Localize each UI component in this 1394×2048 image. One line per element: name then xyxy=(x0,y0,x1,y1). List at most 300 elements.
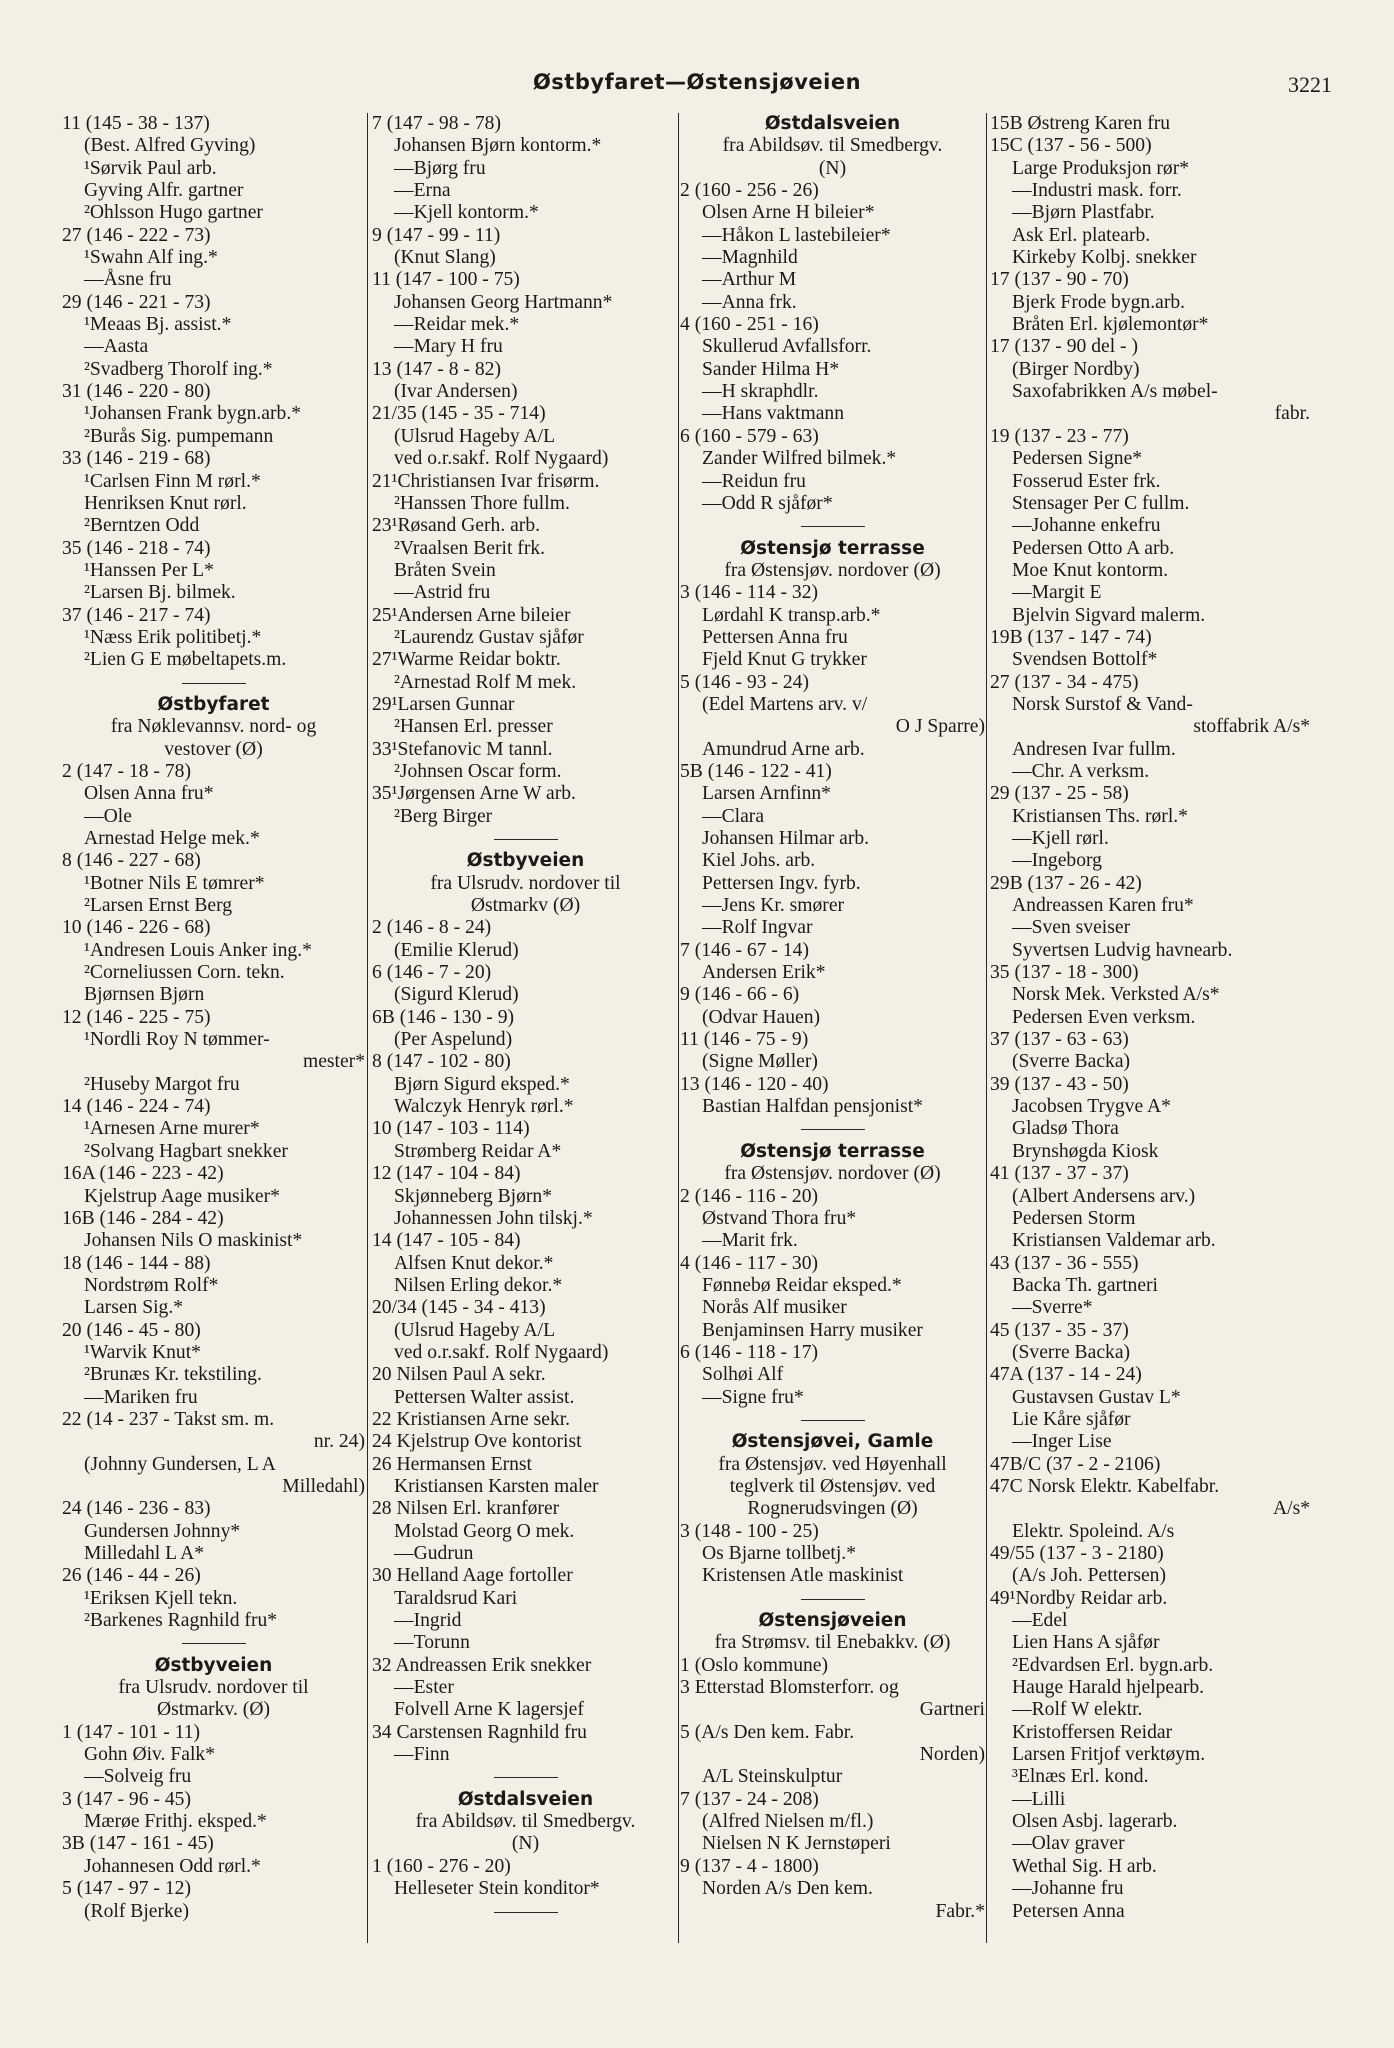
directory-line: 5 (147 - 97 - 12) xyxy=(62,1878,191,1900)
directory-line: Johannesen Odd rørl.* xyxy=(84,1855,261,1877)
directory-line: 3 Etterstad Blomsterforr. og xyxy=(680,1677,899,1699)
directory-line: (Per Aspelund) xyxy=(394,1029,513,1051)
directory-line: Bjørn Sigurd eksped.* xyxy=(394,1073,570,1095)
directory-line: Gyving Alfr. gartner xyxy=(84,180,244,202)
directory-line: O J Sparre) xyxy=(895,716,985,738)
directory-line: 47A (137 - 14 - 24) xyxy=(990,1364,1142,1386)
directory-line: —Industri mask. forr. xyxy=(1012,180,1182,202)
section-rule xyxy=(62,672,365,694)
directory-line: (Sverre Backa) xyxy=(1012,1341,1131,1363)
directory-line: 7 (147 - 98 - 78) xyxy=(372,113,501,134)
directory-line: Strømberg Reidar A* xyxy=(394,1140,562,1162)
directory-line: —Erna xyxy=(394,180,451,202)
directory-line: Molstad Georg O mek. xyxy=(394,1520,575,1542)
directory-line: fra Nøklevannsv. nord- og xyxy=(110,716,317,738)
directory-line: 9 (137 - 4 - 1800) xyxy=(680,1855,819,1877)
directory-line: Fjeld Knut G trykker xyxy=(702,649,867,671)
directory-line: (Ulsrud Hageby A/L xyxy=(394,1319,556,1341)
directory-line: 29¹Larsen Gunnar xyxy=(372,693,515,715)
street-heading: Østdalsveien xyxy=(764,113,901,134)
directory-line: ²Edvardsen Erl. bygn.arb. xyxy=(1012,1654,1214,1676)
directory-line: ²Burås Sig. pumpemann xyxy=(84,425,274,447)
directory-line: 8 (147 - 102 - 80) xyxy=(372,1051,511,1073)
directory-line: —Åsne fru xyxy=(84,269,172,291)
directory-line: —Finn xyxy=(394,1744,450,1766)
directory-line: 11 (145 - 38 - 137) xyxy=(62,113,210,134)
directory-line: Kristiansen Valdemar arb. xyxy=(1012,1230,1216,1252)
directory-line: fra Abildsøv. til Smedbergv. xyxy=(415,1811,636,1833)
directory-line: (Birger Nordby) xyxy=(1012,358,1140,380)
directory-line: —Chr. A verksm. xyxy=(1012,760,1150,782)
directory-line: 19 (137 - 23 - 77) xyxy=(990,425,1129,447)
directory-line: Johansen Georg Hartmann* xyxy=(394,291,613,313)
directory-line: 43 (137 - 36 - 555) xyxy=(990,1252,1139,1274)
directory-line: Hauge Harald hjelpearb. xyxy=(1012,1677,1205,1699)
directory-line: —Johanne enkefru xyxy=(1012,515,1161,537)
directory-line: ¹Botner Nils E tømrer* xyxy=(84,872,265,894)
directory-line: 24 Kjelstrup Ove kontorist xyxy=(372,1431,582,1453)
directory-line: Nilsen Erling dekor.* xyxy=(394,1274,563,1296)
street-heading: Østbyfaret xyxy=(157,693,270,715)
directory-line: Solhøi Alf xyxy=(702,1364,784,1386)
directory-line: Bråten Svein xyxy=(394,559,496,581)
directory-line: 6 (146 - 118 - 17) xyxy=(680,1341,819,1363)
directory-line: Larsen Sig.* xyxy=(84,1297,184,1319)
directory-line: (Edel Martens arv. v/ xyxy=(702,693,868,715)
directory-line: —Kjell kontorm.* xyxy=(394,202,539,224)
directory-line: 41 (137 - 37 - 37) xyxy=(990,1163,1129,1185)
directory-line: ²Barkenes Ragnhild fru* xyxy=(84,1610,278,1632)
directory-line: Skullerud Avfallsforr. xyxy=(702,336,872,358)
directory-line: Helleseter Stein konditor* xyxy=(394,1878,600,1900)
directory-line: 37 (137 - 63 - 63) xyxy=(990,1029,1129,1051)
directory-line: 37 (146 - 217 - 74) xyxy=(62,604,211,626)
directory-line: vestover (Ø) xyxy=(164,738,263,760)
street-heading: Østensjøveien xyxy=(758,1610,907,1632)
directory-line: Arnestad Helge mek.* xyxy=(84,828,260,849)
directory-line: 6 (160 - 579 - 63) xyxy=(680,425,819,447)
directory-line: —Signe fru* xyxy=(702,1386,804,1408)
directory-line: Gundersen Johnny* xyxy=(84,1520,241,1542)
directory-line: Østmarkv (Ø) xyxy=(470,895,581,917)
directory-line: Johansen Nils O maskinist* xyxy=(84,1230,303,1252)
directory-line: 13 (146 - 120 - 40) xyxy=(680,1073,829,1095)
directory-line: 8 (146 - 227 - 68) xyxy=(62,850,201,872)
directory-line: —Ole xyxy=(84,805,132,827)
directory-line: fra Østensjøv. nordover (Ø) xyxy=(724,1163,941,1185)
directory-line: 12 (146 - 225 - 75) xyxy=(62,1006,211,1028)
directory-line: mester* xyxy=(302,1051,365,1073)
directory-line: 5 (146 - 93 - 24) xyxy=(680,671,809,693)
directory-line: 26 (146 - 44 - 26) xyxy=(62,1565,201,1587)
directory-line: 19B (137 - 147 - 74) xyxy=(990,626,1152,648)
directory-line: Andresen Ivar fullm. xyxy=(1012,738,1176,760)
directory-line: (Ulsrud Hageby A/L xyxy=(394,425,556,447)
directory-line: Johansen Bjørn kontorm.* xyxy=(394,135,602,157)
directory-line: 20 (146 - 45 - 80) xyxy=(62,1319,201,1341)
directory-line: 2 (160 - 256 - 26) xyxy=(680,180,819,202)
directory-line: 23¹Røsand Gerh. arb. xyxy=(372,515,541,537)
directory-line: 39 (137 - 43 - 50) xyxy=(990,1073,1129,1095)
directory-line: nr. 24) xyxy=(313,1431,365,1453)
directory-line: Olsen Asbj. lagerarb. xyxy=(1012,1811,1178,1833)
directory-line: fra Ulsrudv. nordover til xyxy=(118,1677,309,1699)
directory-line: Gustavsen Gustav L* xyxy=(1012,1386,1181,1408)
directory-line: 9 (147 - 99 - 11) xyxy=(372,224,501,246)
directory-line: —Jens Kr. smører xyxy=(702,895,845,917)
directory-line: ved o.r.sakf. Rolf Nygaard) xyxy=(394,1341,609,1363)
directory-line: Pettersen Ingv. fyrb. xyxy=(702,872,861,894)
directory-line: 47B/C (37 - 2 - 2106) xyxy=(990,1453,1161,1475)
directory-line: 25¹Andersen Arne bileier xyxy=(372,604,571,626)
directory-line: Larsen Fritjof verktøym. xyxy=(1012,1744,1206,1766)
directory-line: ²Johnsen Oscar form. xyxy=(394,760,562,782)
directory-line: (N) xyxy=(818,157,847,179)
street-heading: Østbyveien xyxy=(466,850,585,872)
directory-line: (Sverre Backa) xyxy=(1012,1051,1131,1073)
column-divider xyxy=(367,113,368,1943)
directory-line: Large Produksjon rør* xyxy=(1012,157,1190,179)
directory-line: Østmarkv. (Ø) xyxy=(157,1699,270,1721)
directory-line: —Johanne fru xyxy=(1012,1878,1124,1900)
directory-line: —Kjell rørl. xyxy=(1012,828,1109,849)
directory-line: (Rolf Bjerke) xyxy=(84,1900,190,1922)
directory-line: —Sverre* xyxy=(1012,1297,1093,1319)
directory-line: 14 (147 - 105 - 84) xyxy=(372,1230,521,1252)
section-rule xyxy=(372,1766,679,1788)
column-1 xyxy=(62,113,365,1943)
directory-line: —H skraphdlr. xyxy=(702,381,819,403)
directory-line: 31 (146 - 220 - 80) xyxy=(62,381,211,403)
directory-line: ²Laurendz Gustav sjåfør xyxy=(394,626,584,648)
directory-line: Svendsen Bottolf* xyxy=(1012,649,1158,671)
directory-line: Kjelstrup Aage musiker* xyxy=(84,1185,280,1207)
directory-line: ²Hanssen Thore fullm. xyxy=(394,492,570,514)
directory-line: 21¹Christiansen Ivar frisørm. xyxy=(372,470,600,492)
directory-line: —Torunn xyxy=(394,1632,470,1654)
directory-line: ²Brunæs Kr. tekstiling. xyxy=(84,1364,262,1386)
directory-line: —Solveig fru xyxy=(84,1766,192,1788)
directory-line: —Hans vaktmann xyxy=(702,403,845,425)
section-rule xyxy=(680,1118,985,1140)
directory-line: 18 (146 - 144 - 88) xyxy=(62,1252,211,1274)
directory-line: Henriksen Knut rørl. xyxy=(84,492,247,514)
directory-line: —Magnhild xyxy=(702,247,798,269)
directory-line: 10 (146 - 226 - 68) xyxy=(62,917,211,939)
directory-line: 17 (137 - 90 del - ) xyxy=(990,336,1139,358)
directory-line: 29 (137 - 25 - 58) xyxy=(990,783,1129,805)
directory-line: (Sigurd Klerud) xyxy=(394,984,519,1006)
directory-line: 3 (147 - 96 - 45) xyxy=(62,1788,191,1810)
street-heading: Østdalsveien xyxy=(457,1788,594,1810)
directory-line: Skjønneberg Bjørn* xyxy=(394,1185,553,1207)
directory-line: 6B (146 - 130 - 9) xyxy=(372,1006,515,1028)
page-header xyxy=(0,70,1394,104)
directory-line: 3B (147 - 161 - 45) xyxy=(62,1833,214,1855)
directory-line: Lie Kåre sjåfør xyxy=(1012,1408,1131,1430)
directory-line: ²Huseby Margot fru xyxy=(84,1073,240,1095)
directory-line: ¹Hanssen Per L* xyxy=(84,559,214,581)
column-4 xyxy=(990,113,1310,1943)
directory-line: 47C Norsk Elektr. Kabelfabr. xyxy=(990,1475,1220,1497)
directory-line: 1 (Oslo kommune) xyxy=(680,1654,829,1676)
directory-line: A/L Steinskulptur xyxy=(702,1766,843,1788)
directory-line: Syvertsen Ludvig havnearb. xyxy=(1012,939,1233,961)
directory-line: Pedersen Storm xyxy=(1012,1207,1136,1229)
directory-line: 13 (147 - 8 - 82) xyxy=(372,358,501,380)
directory-line: (Albert Andersens arv.) xyxy=(1012,1185,1196,1207)
directory-line: Bjerk Frode bygn.arb. xyxy=(1012,291,1186,313)
section-rule xyxy=(372,828,679,850)
street-heading: Østensjø terrasse xyxy=(740,1140,925,1162)
directory-line: (Ivar Andersen) xyxy=(394,381,518,403)
directory-line: 1 (160 - 276 - 20) xyxy=(372,1855,511,1877)
directory-line: 29 (146 - 221 - 73) xyxy=(62,291,211,313)
directory-line: 22 (14 - 237 - Takst sm. m. xyxy=(62,1408,275,1430)
directory-line: A/s* xyxy=(1272,1498,1310,1520)
directory-line: ¹Eriksen Kjell tekn. xyxy=(84,1587,238,1609)
directory-line: Olsen Arne H bileier* xyxy=(702,202,875,224)
directory-line: Pedersen Signe* xyxy=(1012,448,1143,470)
section-rule xyxy=(62,1632,365,1654)
directory-line: 15C (137 - 56 - 500) xyxy=(990,135,1152,157)
directory-line: Johannessen John tilskj.* xyxy=(394,1207,593,1229)
directory-line: stoffabrik A/s* xyxy=(1193,716,1310,738)
directory-line: ²Lien G E møbeltapets.m. xyxy=(84,649,287,671)
directory-line: 32 Andreassen Erik snekker xyxy=(372,1654,592,1676)
directory-line: ²Corneliussen Corn. tekn. xyxy=(84,962,285,984)
directory-line: —Marit frk. xyxy=(702,1230,798,1252)
directory-line: Fabr.* xyxy=(935,1900,985,1922)
directory-line: (Best. Alfred Gyving) xyxy=(84,135,256,157)
directory-line: —Sven sveiser xyxy=(1012,917,1131,939)
directory-line: Kristiansen Ths. rørl.* xyxy=(1012,805,1188,827)
directory-line: Wethal Sig. H arb. xyxy=(1012,1855,1157,1877)
directory-line: Brynshøgda Kiosk xyxy=(1012,1140,1159,1162)
directory-line: 7 (137 - 24 - 208) xyxy=(680,1788,819,1810)
directory-line: 30 Helland Aage fortoller xyxy=(372,1565,573,1587)
directory-line: ved o.r.sakf. Rolf Nygaard) xyxy=(394,448,609,470)
directory-line: ²Arnestad Rolf M mek. xyxy=(394,671,577,693)
directory-line: 45 (137 - 35 - 37) xyxy=(990,1319,1129,1341)
directory-line: ¹Sørvik Paul arb. xyxy=(84,157,217,179)
section-rule xyxy=(680,1409,985,1431)
directory-line: 20 Nilsen Paul A sekr. xyxy=(372,1364,546,1386)
directory-line: —Reidar mek.* xyxy=(394,314,520,336)
directory-line: 28 Nilsen Erl. kranfører xyxy=(372,1498,560,1520)
directory-line: 14 (146 - 224 - 74) xyxy=(62,1096,211,1118)
directory-line: 15B Østreng Karen fru xyxy=(990,113,1171,134)
directory-line: fra Ulsrudv. nordover til xyxy=(430,872,621,894)
directory-line: 33 (146 - 219 - 68) xyxy=(62,448,211,470)
directory-line: Kirkeby Kolbj. snekker xyxy=(1012,247,1197,269)
directory-line: fra Østensjøv. nordover (Ø) xyxy=(724,559,941,581)
directory-line: Nielsen N K Jernstøperi xyxy=(702,1833,891,1855)
directory-line: —Aasta xyxy=(84,336,149,358)
directory-line: Gohn Øiv. Falk* xyxy=(84,1744,215,1766)
directory-line: ¹Warvik Knut* xyxy=(84,1341,201,1363)
directory-line: 24 (146 - 236 - 83) xyxy=(62,1498,211,1520)
directory-line: 16B (146 - 284 - 42) xyxy=(62,1207,224,1229)
directory-line: 11 (147 - 100 - 75) xyxy=(372,269,520,291)
section-rule xyxy=(372,1901,679,1923)
directory-line: Stensager Per C fullm. xyxy=(1012,492,1190,514)
directory-line: (N) xyxy=(511,1833,540,1855)
street-heading: Østensjø terrasse xyxy=(740,537,925,559)
directory-line: —Rolf W elektr. xyxy=(1012,1699,1143,1721)
directory-line: 3 (146 - 114 - 32) xyxy=(680,582,819,604)
directory-line: —Odd R sjåfør* xyxy=(702,492,833,514)
directory-line: 2 (147 - 18 - 78) xyxy=(62,760,191,782)
directory-line: ¹Swahn Alf ing.* xyxy=(84,247,218,269)
directory-line: Pedersen Even verksm. xyxy=(1012,1006,1196,1028)
directory-line: (Knut Slang) xyxy=(394,247,496,269)
directory-line: Lørdahl K transp.arb.* xyxy=(702,604,881,626)
directory-line: Kristiansen Karsten maler xyxy=(394,1475,599,1497)
directory-line: Ask Erl. platearb. xyxy=(1012,224,1151,246)
directory-line: ²Berg Birger xyxy=(394,805,493,827)
directory-line: Norås Alf musiker xyxy=(702,1297,847,1319)
directory-line: Pettersen Anna fru xyxy=(702,626,848,648)
column-2 xyxy=(372,113,679,1943)
directory-line: 5 (A/s Den kem. Fabr. xyxy=(680,1721,855,1743)
directory-line: (Signe Møller) xyxy=(702,1051,818,1073)
directory-line: Andersen Erik* xyxy=(702,962,826,984)
directory-line: Benjaminsen Harry musiker xyxy=(702,1319,923,1341)
directory-line: —Mary H fru xyxy=(394,336,503,358)
directory-line: Gartneri xyxy=(919,1699,985,1721)
directory-line: (Emilie Klerud) xyxy=(394,939,519,961)
directory-line: Taraldsrud Kari xyxy=(394,1587,518,1609)
directory-line: —Bjørn Plastfabr. xyxy=(1012,202,1155,224)
directory-line: 27 (146 - 222 - 73) xyxy=(62,224,211,246)
directory-line: Milledahl L A* xyxy=(84,1543,205,1564)
directory-line: Milledahl) xyxy=(282,1475,365,1497)
directory-line: 29B (137 - 26 - 42) xyxy=(990,872,1142,894)
directory-line: Bråten Erl. kjølemontør* xyxy=(1012,314,1209,336)
directory-line: ¹Arnesen Arne murer* xyxy=(84,1118,260,1140)
directory-line: —Olav graver xyxy=(1012,1833,1125,1855)
directory-line: ²Berntzen Odd xyxy=(84,515,200,537)
directory-line: 27 (137 - 34 - 475) xyxy=(990,671,1139,693)
section-rule xyxy=(680,1588,985,1610)
directory-line: 12 (147 - 104 - 84) xyxy=(372,1163,521,1185)
directory-line: —Reidun fru xyxy=(702,470,806,492)
directory-line: Larsen Arnfinn* xyxy=(702,783,831,805)
directory-line: —Bjørg fru xyxy=(394,157,486,179)
directory-line: —Rolf Ingvar xyxy=(702,917,813,939)
directory-line: 1 (147 - 101 - 11) xyxy=(62,1721,201,1743)
directory-line: (Odvar Hauen) xyxy=(702,1006,821,1028)
directory-line: ¹Næss Erik politibetj.* xyxy=(84,626,262,648)
directory-line: Mærøe Frithj. eksped.* xyxy=(84,1811,267,1833)
directory-line: ²Vraalsen Berit frk. xyxy=(394,537,546,559)
directory-line: 10 (147 - 103 - 114) xyxy=(372,1118,530,1140)
directory-line: 9 (146 - 66 - 6) xyxy=(680,984,800,1006)
directory-line: —Ingeborg xyxy=(1012,850,1102,872)
directory-line: Nordstrøm Rolf* xyxy=(84,1274,219,1296)
directory-line: 22 Kristiansen Arne sekr. xyxy=(372,1408,571,1430)
directory-line: Kristensen Atle maskinist xyxy=(702,1565,904,1587)
directory-line: 35¹Jørgensen Arne W arb. xyxy=(372,783,576,805)
directory-line: Bjørnsen Bjørn xyxy=(84,984,205,1006)
directory-line: Rognerudsvingen (Ø) xyxy=(747,1498,918,1520)
directory-line: Moe Knut kontorm. xyxy=(1012,559,1169,581)
directory-line: ²Svadberg Thorolf ing.* xyxy=(84,358,273,380)
directory-line: ²Larsen Ernst Berg xyxy=(84,895,233,917)
directory-line: Petersen Anna xyxy=(1012,1900,1125,1922)
directory-line: Østvand Thora fru* xyxy=(702,1207,857,1229)
directory-line: Norden A/s Den kem. xyxy=(702,1878,873,1900)
directory-line: Saxofabrikken A/s møbel- xyxy=(1012,381,1218,403)
directory-line: 11 (146 - 75 - 9) xyxy=(680,1029,809,1051)
directory-line: fra Abildsøv. til Smedbergv. xyxy=(722,135,943,157)
directory-line: —Inger Lise xyxy=(1012,1431,1112,1453)
directory-line: Bastian Halfdan pensjonist* xyxy=(702,1096,923,1118)
directory-line: Backa Th. gartneri xyxy=(1012,1274,1158,1296)
directory-line: 4 (160 - 251 - 16) xyxy=(680,314,819,336)
directory-line: 2 (146 - 116 - 20) xyxy=(680,1185,819,1207)
directory-line: 27¹Warme Reidar boktr. xyxy=(372,649,561,671)
directory-line: 2 (146 - 8 - 24) xyxy=(372,917,492,939)
directory-line: Pettersen Walter assist. xyxy=(394,1386,575,1408)
directory-line: Sander Hilma H* xyxy=(702,358,840,380)
directory-line: 49/55 (137 - 3 - 2180) xyxy=(990,1543,1164,1564)
directory-line: Amundrud Arne arb. xyxy=(702,738,865,760)
directory-line: —Ingrid xyxy=(394,1610,462,1632)
directory-line: Lien Hans A sjåfør xyxy=(1012,1632,1160,1654)
directory-line: —Anna frk. xyxy=(702,291,797,313)
directory-line: fabr. xyxy=(1274,403,1310,425)
directory-line: Gladsø Thora xyxy=(1012,1118,1119,1140)
directory-line: Alfsen Knut dekor.* xyxy=(394,1252,554,1274)
street-heading: Østensjøvei, Gamle xyxy=(731,1431,934,1453)
directory-line: ¹Nordli Roy N tømmer- xyxy=(84,1029,270,1051)
directory-line: 49¹Nordby Reidar arb. xyxy=(990,1587,1168,1609)
directory-line: —Håkon L lastebileier* xyxy=(702,224,891,246)
directory-line: —Edel xyxy=(1012,1610,1068,1632)
directory-line: 16A (146 - 223 - 42) xyxy=(62,1163,224,1185)
directory-line: ²Hansen Erl. presser xyxy=(394,716,553,738)
directory-line: (Alfred Nielsen m/fl.) xyxy=(702,1811,874,1833)
column-3 xyxy=(680,113,985,1943)
directory-line: —Clara xyxy=(702,805,765,827)
directory-line: 5B (146 - 122 - 41) xyxy=(680,760,832,782)
directory-line: Os Bjarne tollbetj.* xyxy=(702,1543,857,1564)
directory-line: ³Elnæs Erl. kond. xyxy=(1012,1766,1149,1788)
directory-line: Olsen Anna fru* xyxy=(84,783,214,805)
directory-line: ²Larsen Bj. bilmek. xyxy=(84,582,236,604)
directory-line: —Arthur M xyxy=(702,269,797,291)
directory-line: 26 Hermansen Ernst xyxy=(372,1453,532,1475)
street-heading: Østbyveien xyxy=(154,1654,273,1676)
directory-line: ²Solvang Hagbart snekker xyxy=(84,1140,288,1162)
directory-line: —Margit E xyxy=(1012,582,1102,604)
directory-line: Jacobsen Trygve A* xyxy=(1012,1096,1171,1118)
directory-line: 7 (146 - 67 - 14) xyxy=(680,939,809,961)
directory-line: 17 (137 - 90 - 70) xyxy=(990,269,1129,291)
running-title: Østbyfaret—Østensjøveien xyxy=(532,70,862,94)
directory-line: (Johnny Gundersen, L A xyxy=(84,1453,276,1475)
directory-line: —Astrid fru xyxy=(394,582,491,604)
directory-line: —Gudrun xyxy=(394,1543,474,1564)
directory-line: 6 (146 - 7 - 20) xyxy=(372,962,492,984)
directory-line: Fosserud Ester frk. xyxy=(1012,470,1161,492)
directory-line: 3 (148 - 100 - 25) xyxy=(680,1520,819,1542)
directory-line: fra Østensjøv. ved Høyenhall xyxy=(718,1453,947,1475)
directory-line: 20/34 (145 - 34 - 413) xyxy=(372,1297,546,1319)
directory-line: —Lilli xyxy=(1012,1788,1066,1810)
